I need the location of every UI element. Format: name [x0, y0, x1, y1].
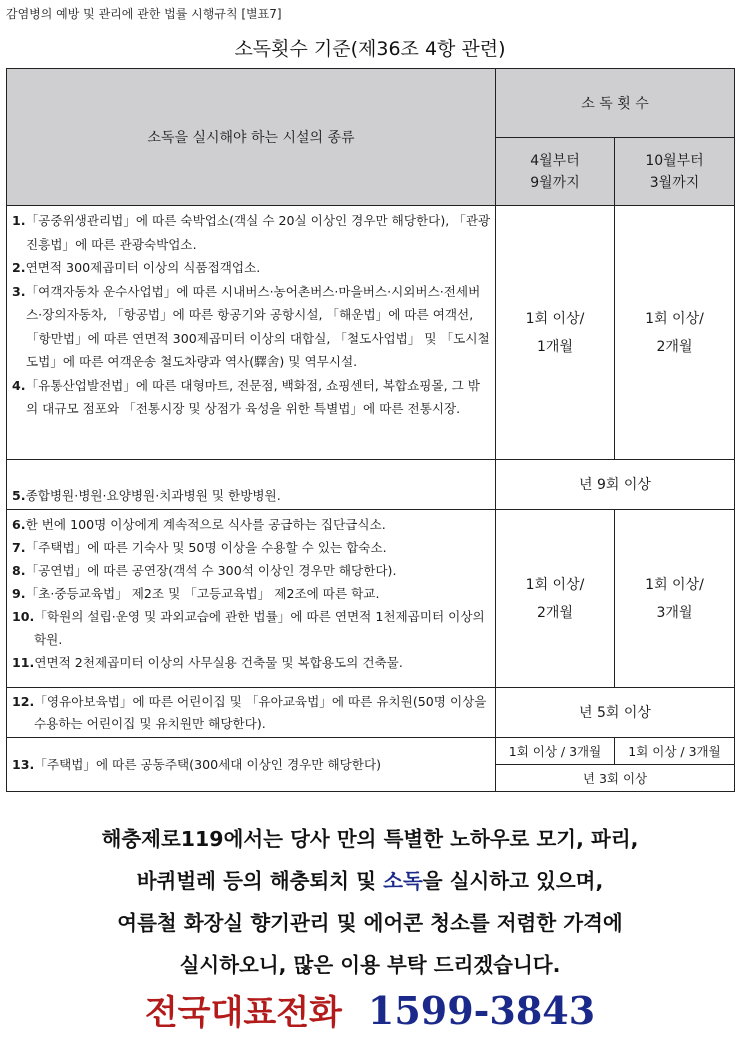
promo-line-4: 실시하오니, 많은 이용 부탁 드리겠습니다.	[179, 953, 561, 977]
document-source: 감염병의 예방 및 관리에 관한 법률 시행규칙 [별표7]	[6, 7, 282, 21]
row-13-yearly-frequency: 년 3회 이상	[496, 765, 735, 792]
facility-item-7: 7.「주택법」에 따른 기숙사 및 50명 이상을 수용할 수 있는 합숙소.	[12, 540, 387, 555]
facility-item-12: 12.「영유아보육법」에 따른 어린이집 및 「유아교육법」에 따른 유치원(50명 이상을 수용하는 어린이집 및 유치원만 해당한다).	[7, 688, 496, 738]
disinfection-standard-table	[6, 68, 735, 792]
facility-item-3: 3.「여객자동차 운수사업법」에 따른 시내버스·농어촌버스·마을버스·시외버스·전세버스·장의자동차, 「항공법」에 따른 항공기와 공항시설, 「해운법」에 따른 여객선, 「항만법」에 따른 연면적 300제곱미터 이상의 대합실, 「철도사업법」 및 「도시철도법」에 따른 여객운송 철도차량과 역사(驛舍) 및 역무시설.	[12, 283, 490, 369]
header-period-apr-sep-line1: 4월부터	[530, 152, 580, 169]
header-period-oct-mar-line1: 10월부터	[645, 152, 704, 169]
phone-label: 전국대표전화	[144, 993, 342, 1033]
facility-group-2	[7, 510, 496, 688]
facility-group-1	[7, 206, 496, 460]
facility-item-13: 13.「주택법」에 따른 공동주택(300세대 이상인 경우만 해당한다)	[7, 738, 496, 792]
row-13-winter-frequency: 1회 이상 / 3개월	[615, 738, 735, 765]
facility-item-5: 5.종합병원·병원·요양병원·치과병원 및 한방병원.	[7, 460, 496, 510]
facility-item-2: 2.연면적 300제곱미터 이상의 식품접객업소.	[12, 260, 261, 275]
header-period-apr-sep-line2: 9월까지	[530, 174, 580, 191]
phone-banner	[0, 985, 740, 1034]
group-2-winter-frequency: 1회 이상/ 3개월	[615, 510, 735, 688]
promo-highlight: 소독	[383, 869, 423, 893]
facility-item-11: 11.연면적 2천제곱미터 이상의 사무실용 건축물 및 복합용도의 건축물.	[12, 655, 403, 670]
facility-item-4: 4.「유통산업발전법」에 따른 대형마트, 전문점, 백화점, 쇼핑센터, 복합쇼핑몰, 그 밖의 대규모 점포와 「전통시장 및 상점가 육성을 위한 특별법」에 따른 전통시장.	[12, 377, 480, 416]
header-disinfection-count: 소 독 횟 수	[496, 69, 735, 138]
facility-item-6: 6.한 번에 100명 이상에게 계속적으로 식사를 공급하는 집단급식소.	[12, 517, 386, 532]
row-5-frequency: 년 9회 이상	[496, 460, 735, 510]
facility-item-10: 10.「학원의 설립·운영 및 과외교습에 관한 법률」에 따른 연면적 1천제곱미터 이상의 학원.	[12, 609, 485, 647]
facility-item-9: 9.「초·중등교육법」 제2조 및 「고등교육법」 제2조에 따른 학교.	[12, 586, 380, 601]
header-facility-type: 소독을 실시해야 하는 시설의 종류	[7, 69, 496, 206]
promo-line-1: 해충제로119에서는 당사 만의 특별한 노하우로 모기, 파리,	[101, 827, 639, 851]
row-12-frequency: 년 5회 이상	[496, 688, 735, 738]
promo-line-3: 여름철 화장실 향기관리 및 에어콘 청소를 저렴한 가격에	[117, 911, 623, 935]
group-1-winter-frequency: 1회 이상/ 2개월	[615, 206, 735, 460]
facility-item-8: 8.「공연법」에 따른 공연장(객석 수 300석 이상인 경우만 해당한다).	[12, 563, 397, 578]
promo-line-2: 바퀴벌레 등의 해충퇴치 및 소독을 실시하고 있으며,	[136, 869, 604, 893]
phone-number[interactable]: 1599-3843	[367, 988, 596, 1033]
promo-text	[0, 818, 740, 986]
row-13-summer-frequency: 1회 이상 / 3개월	[496, 738, 615, 765]
group-1-summer-frequency: 1회 이상/ 1개월	[496, 206, 615, 460]
header-period-oct-mar	[615, 138, 735, 206]
group-2-summer-frequency: 1회 이상/ 2개월	[496, 510, 615, 688]
page-title: 소독횟수 기준(제36조 4항 관련)	[234, 38, 506, 60]
header-period-apr-sep	[496, 138, 615, 206]
facility-item-1: 1.「공중위생관리법」에 따른 숙박업소(객실 수 20실 이상인 경우만 해당한다), 「관광진흥법」에 따른 관광숙박업소.	[12, 213, 491, 252]
header-period-oct-mar-line2: 3월까지	[649, 174, 700, 191]
